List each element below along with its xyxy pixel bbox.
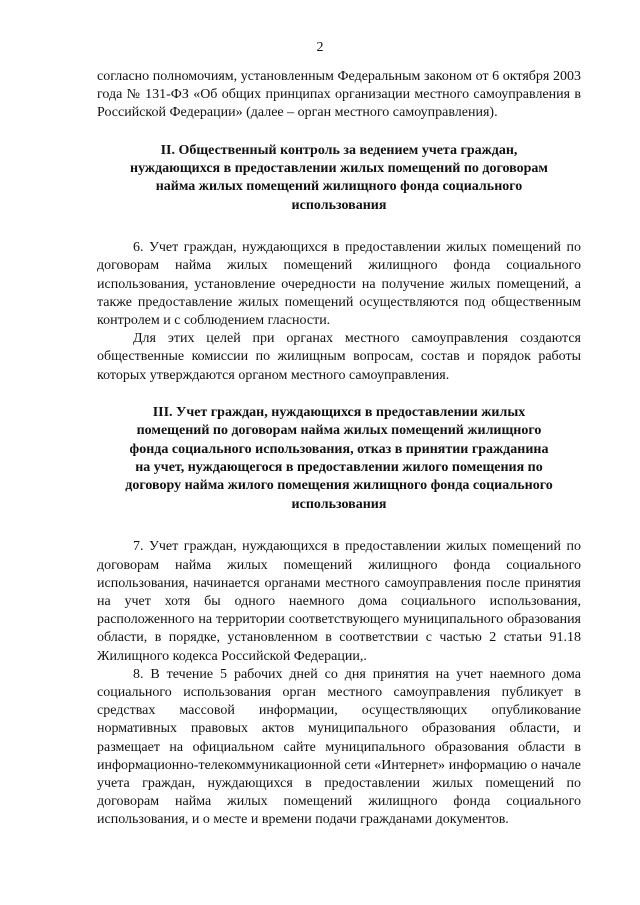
document-body [97,68,581,830]
section-2-heading: II. Общественный контроль за ведением учета граждан, нуждающихся в предоставлении жилых помещений по договорам найма жилых помещений жилищного фонда социального использования [130,142,548,213]
spacer [97,514,581,538]
page-number: 2 [316,40,324,55]
spacer [97,385,581,404]
paragraph-6: 6. Учет граждан, нуждающихся в предоставлении жилых помещений по договорам найма жилых помещений жилищного фонда социального использования, установление очередности на получение жилых помещений, а также предоставление жилых помещений осуществляются под общественным контролем и с соблюдением гласности. [97,240,581,329]
paragraph-6-continuation: Для этих целей при органах местного самоуправления создаются общественные комиссии по жилищным вопросам, состав и порядок работы которых утверждаются органом местного самоуправления. [97,331,581,383]
spacer [97,215,581,239]
section-3-heading: III. Учет граждан, нуждающихся в предоставлении жилых помещений по договорам найма жилых помещений жилищного фонда социального использования, отказ в принятии гражданина на учет, нуждающегося в предоставлении жилого помещения по договору найма жилого помещения жилищного фонда социального использования [125,404,553,512]
spacer [97,123,581,142]
paragraph-7: 7. Учет граждан, нуждающихся в предоставлении жилых помещений по договорам найма жилых помещений жилищного фонда социального использования, начинается органами местного самоуправления после принятия на учет хотя бы одного наемного дома социального использования, расположенного на территории соответствующего муниципального образования области, в порядке, установленном в соответствии с частью 2 статьи 91.18 Жилищного кодекса Российской Федерации,. [97,539,581,664]
paragraph-8: 8. В течение 5 рабочих дней со дня принятия на учет наемного дома социального использования орган местного самоуправления публикует в средствах массовой информации, осуществляющих опубликование нормативных правовых актов муниципального образования области, и размещает на официальном сайте муниципального образования области в информационно-телекоммуникационной сети «Интернет» информацию о начале учета граждан, нуждающихся в предоставлении жилых помещений по договорам найма жилых помещений жилищного фонда социального использования, и о месте и времени подачи гражданами документов. [97,666,581,828]
intro-paragraph: согласно полномочиям, установленным Федеральным законом от 6 октября 2003 года № 131-ФЗ «Об общих принципах организации местного самоуправления в Российской Федерации» (далее – орган местного самоуправления). [97,69,581,121]
